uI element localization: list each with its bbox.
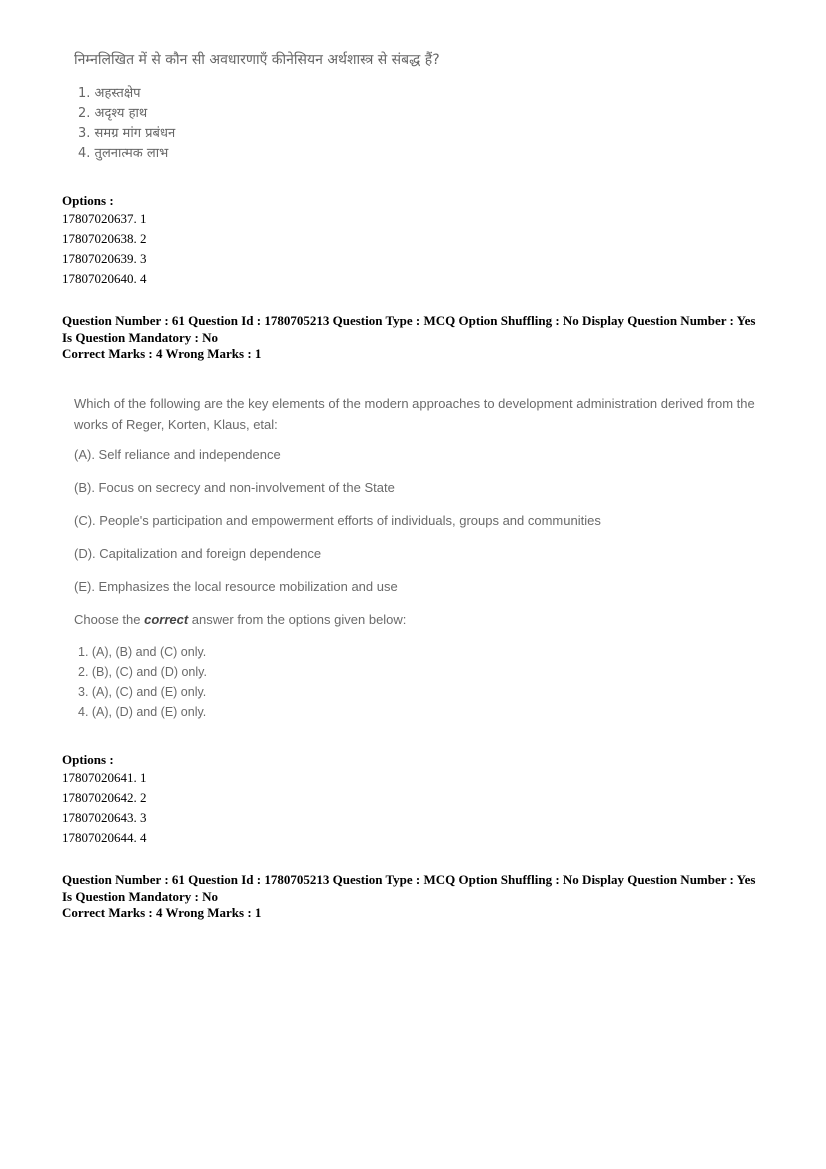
statement-a: (A). Self reliance and independence bbox=[74, 447, 281, 462]
option-item: 17807020641. 1 bbox=[62, 770, 147, 785]
statement-d: (D). Capitalization and foreign dependence bbox=[74, 546, 322, 561]
hindi-choice-4: 4. तुलनात्मक लाभ bbox=[78, 146, 169, 161]
statement-e: (E). Emphasizes the local resource mobilization and use bbox=[74, 579, 398, 594]
options-block-1 bbox=[62, 192, 147, 289]
english-choice-3: 3. (A), (C) and (E) only. bbox=[78, 685, 207, 699]
option-item: 17807020644. 4 bbox=[62, 830, 147, 845]
english-choice-1: 1. (A), (B) and (C) only. bbox=[78, 645, 207, 659]
hindi-choice-1: 1. अहस्तक्षेप bbox=[78, 86, 141, 101]
choose-suffix: answer from the options given below: bbox=[188, 612, 407, 627]
choose-emphasis: correct bbox=[144, 612, 189, 627]
options-label: Options : bbox=[62, 752, 114, 767]
option-item: 17807020642. 2 bbox=[62, 790, 147, 805]
choose-instruction bbox=[74, 611, 774, 628]
question-mandatory: Is Question Mandatory : No bbox=[62, 329, 219, 345]
question-mandatory: Is Question Mandatory : No bbox=[62, 888, 219, 904]
choose-prefix: Choose the bbox=[74, 612, 145, 627]
question-meta-2 bbox=[62, 872, 792, 922]
question-meta-line: Question Number : 61 Question Id : 1780705213 Question Type : MCQ Option Shuffling : No Display Question Number : Yes bbox=[62, 872, 756, 887]
options-block-2 bbox=[62, 751, 147, 848]
english-question-image bbox=[74, 393, 774, 722]
hindi-question-image bbox=[74, 50, 440, 165]
statement-c: (C). People's participation and empowerment efforts of individuals, groups and communities bbox=[74, 513, 601, 528]
question-marks: Correct Marks : 4 Wrong Marks : 1 bbox=[62, 346, 262, 361]
question-meta-1 bbox=[62, 313, 792, 363]
option-item: 17807020638. 2 bbox=[62, 231, 147, 246]
option-item: 17807020640. 4 bbox=[62, 271, 147, 286]
question-marks: Correct Marks : 4 Wrong Marks : 1 bbox=[62, 905, 262, 920]
option-item: 17807020639. 3 bbox=[62, 251, 147, 266]
english-choice-4: 4. (A), (D) and (E) only. bbox=[78, 705, 207, 719]
option-item: 17807020643. 3 bbox=[62, 810, 147, 825]
question-meta-line: Question Number : 61 Question Id : 1780705213 Question Type : MCQ Option Shuffling : No Display Question Number : Yes bbox=[62, 313, 756, 328]
english-choice-2: 2. (B), (C) and (D) only. bbox=[78, 665, 207, 679]
options-label: Options : bbox=[62, 193, 114, 208]
hindi-choice-2: 2. अदृश्य हाथ bbox=[78, 106, 148, 121]
option-item: 17807020637. 1 bbox=[62, 211, 147, 226]
english-question-stem: Which of the following are the key elements of the modern approaches to development administration derived from the works of Reger, Korten, Klaus, etal: bbox=[74, 396, 755, 432]
hindi-question-stem: निम्नलिखित में से कौन सी अवधारणाएँ कीनेसियन अर्थशास्त्र से संबद्ध हैं? bbox=[74, 52, 440, 68]
statement-b: (B). Focus on secrecy and non-involvement of the State bbox=[74, 480, 395, 495]
hindi-choice-3: 3. समग्र मांग प्रबंधन bbox=[78, 126, 176, 141]
